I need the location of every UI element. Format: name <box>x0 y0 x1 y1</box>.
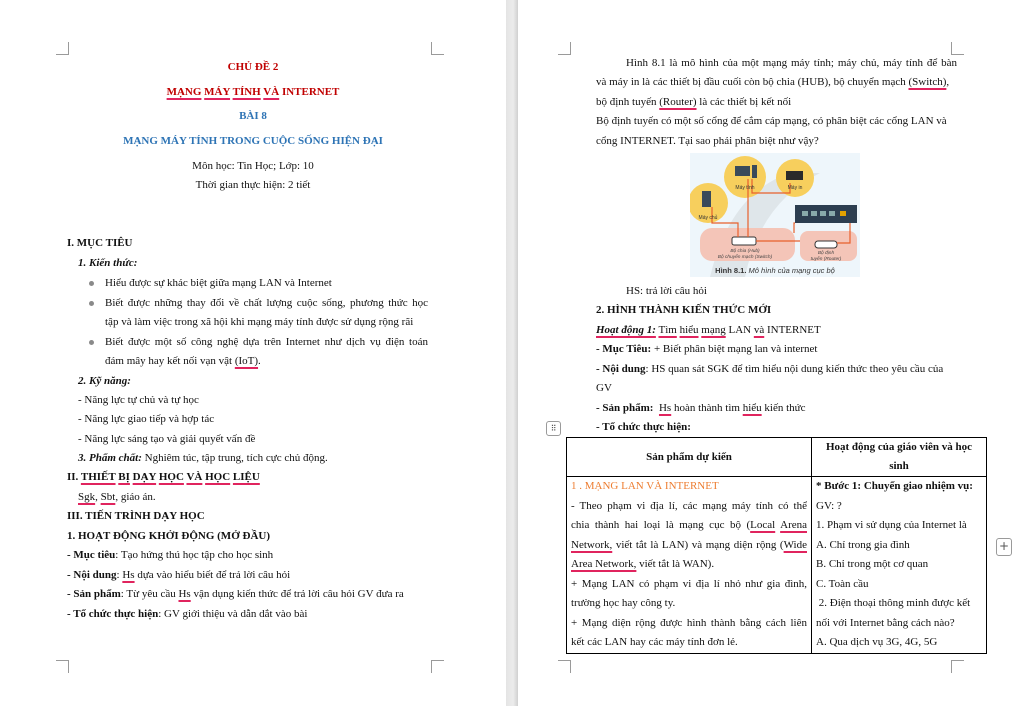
row-text: vận dụng kiến thức để trả lời câu hỏi GV đưa ra <box>190 588 404 600</box>
section-heading-materials <box>67 470 260 484</box>
topic-word: VÀ <box>263 86 280 98</box>
row-text: hoàn thành tìm <box>671 402 743 414</box>
section-heading-new-knowledge: 2. HÌNH THÀNH KIẾN THỨC MỚI <box>596 304 772 316</box>
add-column-button[interactable]: + <box>996 538 1012 556</box>
materials-line: Sgk, Sbt, giáo án. <box>78 491 156 503</box>
text: , giáo án. <box>115 491 156 503</box>
table-row <box>567 477 987 654</box>
text: bộ định tuyến <box>596 96 660 108</box>
svg-text:Bộ định: Bộ định <box>817 251 835 256</box>
document-page-left[interactable] <box>0 0 506 706</box>
activity-heading: 1. HOẠT ĐỘNG KHỞI ĐỘNG (MỞ ĐẦU) <box>67 530 270 542</box>
section-heading-process: III. TIẾN TRÌNH DẠY HỌC <box>67 510 205 522</box>
heading-word: LIỆU <box>232 471 260 483</box>
activity-row-objective <box>67 548 273 562</box>
heading-word: BỊ <box>118 471 130 483</box>
cell-text <box>571 536 807 556</box>
text: Network, <box>571 538 613 551</box>
text: Area Network, <box>571 558 637 570</box>
title-word: mạng <box>701 324 726 336</box>
title-word: hiểu <box>679 324 699 336</box>
text: Local <box>750 519 776 531</box>
lan-model-illustration <box>690 153 860 277</box>
cell-text: A. Qua dịch vụ 3G, 4G, 5G <box>816 636 938 648</box>
row-text: hiểu <box>742 402 762 414</box>
svg-text:Bộ chuyển mạch (Switch): Bộ chuyển mạch (Switch) <box>717 255 773 260</box>
heading-word: VÀ <box>186 471 203 483</box>
topic-heading: CHỦ ĐỀ 2 <box>227 61 279 73</box>
skills-heading: 2. Kỹ năng: <box>78 375 131 387</box>
knowledge-heading: 1. Kiến thức: <box>78 257 138 269</box>
row-label: - Mục tiêu <box>67 549 116 561</box>
text: . <box>258 355 261 367</box>
row-text: + Biết phân biệt mạng lan và internet <box>651 343 818 355</box>
row-label: - Nội dung <box>67 569 117 581</box>
bullet-icon <box>89 301 94 306</box>
knowledge-item-cont <box>105 354 261 368</box>
margin-corner-marker <box>431 42 444 55</box>
title-word: và <box>753 324 765 336</box>
figure-caption <box>690 266 860 275</box>
svg-text:Máy tính: Máy tính <box>735 185 755 191</box>
cell-text: + Mạng diện rộng được hình thành bằng cách liên <box>571 616 807 629</box>
knowledge-item: Hiểu được sự khác biệt giữa mạng LAN và Internet <box>105 277 332 289</box>
iot-term: (IoT) <box>234 355 259 367</box>
row-text: kiến thức <box>761 402 806 414</box>
row-text: : GV giới thiệu và dẫn dắt vào bài <box>158 608 308 620</box>
cell-heading: * Bước 1: Chuyển giao nhiệm vụ: <box>816 480 973 492</box>
duration-line: Thời gian thực hiện: 2 tiết <box>195 179 311 191</box>
intro-line <box>596 75 949 89</box>
margin-corner-marker <box>951 660 964 673</box>
text: viết tắt là WAN). <box>636 558 715 570</box>
text: Arena <box>780 519 807 531</box>
knowledge-item: Biết được những thay đổi về chất lượng cuộc sống, phương thức học <box>105 297 428 309</box>
row-text: Hs <box>122 569 135 581</box>
objective-line <box>596 342 818 356</box>
topic-word: MẠNG <box>166 86 202 98</box>
header-cell-activity[interactable] <box>812 438 987 477</box>
intro-line: Bộ định tuyến có một số cổng để cắm cáp mạng, có phân biệt các cổng LAN và <box>596 115 947 127</box>
cell-text <box>571 516 807 536</box>
heading-word: HỌC <box>158 471 184 483</box>
svg-text:Máy in: Máy in <box>787 185 803 191</box>
heading-word: DẠY <box>132 471 157 483</box>
margin-corner-marker <box>56 42 69 55</box>
caption-text: Mô hình của mạng cục bộ <box>746 266 835 275</box>
router-term: (Router) <box>659 96 697 108</box>
product-line <box>596 401 806 415</box>
row-text: : HS quan sát SGK để tìm hiểu nội dung kiến thức theo yêu cầu của <box>645 363 944 375</box>
row-text: : Tạo hứng thú học tập cho học sinh <box>115 549 274 561</box>
row-label: - Nội dung <box>596 363 646 375</box>
text: viết tắt là LAN) và mạng diện rộng ( <box>612 538 784 551</box>
heading-word: HỌC <box>205 471 231 483</box>
cell-text: - Theo phạm vi địa lí, các mạng máy tính có thể <box>571 499 807 512</box>
cell-heading: 1 . MẠNG LAN VÀ INTERNET <box>571 480 719 492</box>
cell-text: nối với Internet bằng cách nào? <box>816 616 955 629</box>
text: Wide <box>783 538 807 551</box>
activity1-title <box>596 323 821 337</box>
intro-line: Hình 8.1 là mô hình của một mạng máy tính; máy chủ, máy tính để bàn <box>626 57 957 69</box>
cell-text: A. Chỉ trong gia đình <box>816 538 910 551</box>
row-label: - Mục Tiêu: <box>596 343 652 355</box>
intro-line <box>596 95 791 109</box>
caption-label: Hình 8.1. <box>715 266 747 275</box>
margin-corner-marker <box>56 660 69 673</box>
header-text: Hoạt động của giáo viên và học <box>825 441 973 453</box>
margin-corner-marker <box>431 660 444 673</box>
activity-row-organization <box>67 607 307 621</box>
row-label: - Tổ chức thực hiện <box>67 608 159 620</box>
margin-corner-marker <box>951 42 964 55</box>
title-word: INTERNET <box>766 324 821 336</box>
title-word: Tìm <box>658 324 677 336</box>
text: là các thiết bị kết nối <box>696 96 792 108</box>
activity-table[interactable] <box>566 437 987 654</box>
cell-text: B. Chỉ trong một cơ quan <box>816 558 929 570</box>
topic-word: MÁY <box>204 86 231 98</box>
lesson-number: BÀI 8 <box>239 110 267 122</box>
row-text: dựa vào hiểu biết để trả lời câu hỏi <box>134 569 291 581</box>
cell-text: trường học hay công ty. <box>571 597 676 609</box>
knowledge-item-cont: tập và làm việc trong xã hội khi mạng máy tính được sử dụng rộng rãi <box>105 316 414 328</box>
text: , <box>946 76 950 88</box>
text: chia thành hai loại là mạng cục bộ ( <box>571 519 751 531</box>
quality-line <box>78 451 328 465</box>
cell-text: kết các LAN hay các máy tính đơn lẻ. <box>571 636 738 648</box>
switch-term: (Switch) <box>908 76 947 88</box>
table-move-handle-icon[interactable]: ⠿ <box>546 421 561 436</box>
topic-title <box>0 85 506 99</box>
topic-word: INTERNET <box>281 86 340 98</box>
header-text: Sản phẩm dự kiến <box>646 450 732 463</box>
heading-word: THIẾT <box>80 471 116 483</box>
answer-line: HS: trả lời câu hỏi <box>626 285 707 297</box>
row-label: - Sản phẩm <box>67 588 121 600</box>
cell-text <box>571 555 807 575</box>
bullet-icon <box>89 281 94 286</box>
content-line-cont: GV <box>596 382 612 394</box>
table-header-row <box>567 438 987 477</box>
cell-teacher-student-activity[interactable] <box>812 477 987 654</box>
row-label: - Sản phẩm: <box>596 402 654 414</box>
quality-label: 3. Phẩm chất: <box>78 452 142 464</box>
cell-text: 2. Điện thoại thông minh được kết <box>816 597 971 609</box>
cell-text: 1. Phạm vi sử dụng của Internet là <box>816 519 967 531</box>
title-word: LAN <box>728 324 752 336</box>
topic-word: TÍNH <box>232 86 261 98</box>
text: và máy in là các thiết bị đầu cuối còn bộ chia (HUB), bộ chuyển mạch <box>596 76 909 88</box>
margin-corner-marker <box>558 660 571 673</box>
network-diagram-figure[interactable] <box>690 153 860 277</box>
svg-text:tuyến (Router): tuyến (Router) <box>810 257 842 262</box>
subject-line: Môn học: Tin Học; Lớp: 10 <box>192 160 314 172</box>
organization-line: - Tổ chức thực hiện: <box>596 421 691 433</box>
intro-line: cổng INTERNET. Tại sao phải phân biệt như vậy? <box>596 135 819 147</box>
section-heading-objectives: I. MỤC TIÊU <box>67 237 133 249</box>
row-text: : Từ yêu cầu <box>120 588 179 600</box>
bullet-icon <box>89 340 94 345</box>
text: Sgk <box>78 491 96 503</box>
skill-item: - Năng lực giao tiếp và hợp tác <box>78 413 215 425</box>
cell-text: + Mạng LAN có phạm vi địa lí nhỏ như gia đình, <box>571 577 807 590</box>
cell-expected-product[interactable] <box>567 477 812 654</box>
quality-text: Nghiêm túc, tập trung, tích cực chủ động. <box>141 452 328 464</box>
text: đám mây hay kết nối vạn vật <box>105 355 235 367</box>
svg-text:Máy chủ: Máy chủ <box>698 215 718 221</box>
activity-row-content <box>67 568 290 582</box>
skill-item: - Năng lực sáng tạo và giải quyết vấn đề <box>78 433 256 445</box>
knowledge-item: Biết được một số công nghệ dựa trên Internet như dịch vụ điện toán <box>105 336 428 348</box>
text: Sbt <box>100 491 116 503</box>
header-cell-expected-product[interactable] <box>567 438 812 477</box>
svg-text:Bộ chia (Hub): Bộ chia (Hub) <box>730 249 760 254</box>
row-text: Hs <box>658 402 672 414</box>
skill-item: - Năng lực tự chủ và tự học <box>78 394 199 406</box>
activity-label: Hoạt động 1: <box>596 324 656 336</box>
cell-text: C. Toàn cầu <box>816 577 869 590</box>
row-text: : <box>116 569 123 581</box>
row-text: Hs <box>178 588 191 600</box>
header-text: sinh <box>889 460 909 472</box>
lesson-title: MẠNG MÁY TÍNH TRONG CUỘC SỐNG HIỆN ĐẠI <box>123 135 383 147</box>
cell-text: GV: ? <box>816 499 842 512</box>
text: II. <box>67 471 79 483</box>
activity-row-product <box>67 587 404 601</box>
margin-corner-marker <box>558 42 571 55</box>
content-line <box>596 362 943 376</box>
